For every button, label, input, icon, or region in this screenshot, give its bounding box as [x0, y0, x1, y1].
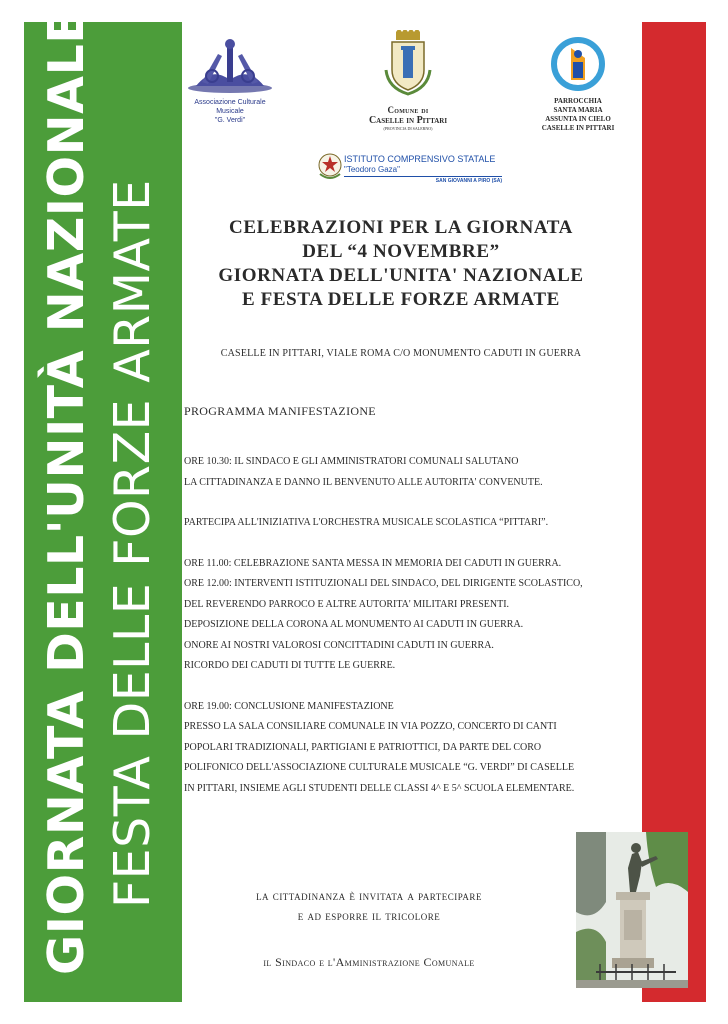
- invitation-line-1: la cittadinanza è invitata a partecipare: [256, 888, 482, 903]
- program-line: IN PITTARI, INSIEME AGLI STUDENTI DELLE CLASSI 4^ E 5^ SCUOLA ELEMENTARE.: [184, 782, 575, 794]
- school-line3: SAN GIOVANNI A PIRO (SA): [435, 178, 502, 184]
- program-line: ONORE AI NOSTRI VALOROSI CONCITTADINI CADUTI IN GUERRA.: [184, 639, 494, 651]
- comune-line2: Caselle in Pittari: [368, 115, 448, 126]
- program-line: ORE 10.30: IL SINDACO E GLI AMMINISTRATORI COMUNALI SALUTANO: [184, 456, 519, 467]
- program-line: POLIFONICO DELL'ASSOCIAZIONE CULTURALE MUSICALE “G. VERDI” DI CASELLE: [184, 762, 575, 773]
- school-divider: [344, 176, 502, 177]
- comune-line1: Comune di: [387, 105, 429, 115]
- parish-line-4: CASELLE IN PITTARI: [541, 124, 615, 132]
- program-line: PARTECIPA ALL'INIZIATIVA L'ORCHESTRA MUSICALE SCOLASTICA “PITTARI”.: [184, 517, 549, 528]
- program-spacer: [184, 534, 634, 554]
- program-spacer: [184, 493, 634, 513]
- title-line-2: DEL “4 NOVEMBRE”: [302, 241, 500, 262]
- program-heading: PROGRAMMA MANIFESTAZIONE: [184, 404, 376, 418]
- association-logo: [180, 36, 280, 125]
- title-line-3: GIORNATA DELL'UNITA' NAZIONALE: [218, 265, 584, 286]
- parish-line-3: ASSUNTA IN CIELO: [545, 115, 611, 123]
- school-line2: "Teodoro Gaza": [344, 165, 400, 174]
- side-title-national-unity: GIORNATA DELL'UNITÀ NAZIONALE: [38, 9, 95, 975]
- parish-line-2: SANTA MARIA: [553, 106, 603, 114]
- parish-logo: [530, 36, 626, 133]
- program-line: ORE 19.00: CONCLUSIONE MANIFESTAZIONE: [184, 700, 394, 712]
- school-logo: [318, 152, 502, 182]
- music-emblem-icon: [182, 36, 278, 98]
- parish-emblem-icon: [551, 36, 605, 92]
- event-location: CASELLE IN PITTARI, VIALE ROMA C/O MONUMENTO CADUTI IN GUERRA: [220, 348, 582, 359]
- program-line: ORE 12.00: INTERVENTI ISTITUZIONALI DEL SINDACO, DEL DIRIGENTE SCOLASTICO,: [184, 578, 583, 589]
- association-sub: "G. Verdi": [214, 117, 246, 124]
- program-line: DEL REVERENDO PARROCO E ALTRE AUTORITA' MILITARI PRESENTI.: [184, 598, 510, 610]
- main-title: [182, 216, 620, 312]
- coat-of-arms-icon: [382, 30, 434, 96]
- school-line1: ISTITUTO COMPRENSIVO STATALE: [344, 154, 496, 164]
- program-line: ORE 11.00: CELEBRAZIONE SANTA MESSA IN MEMORIA DEI CADUTI IN GUERRA.: [184, 557, 562, 569]
- program-line: RICORDO DEI CADUTI DI TUTTE LE GUERRE.: [184, 660, 396, 671]
- title-line-1: CELEBRAZIONI PER LA GIORNATA: [229, 217, 573, 238]
- invitation-line-2: e ad esporre il tricolore: [297, 908, 441, 923]
- program-line: PRESSO LA SALA CONSILIARE COMUNALE IN VIA POZZO, CONCERTO DI CANTI: [184, 721, 557, 732]
- comune-line3: (PROVINCIA DI SALERNO): [383, 126, 433, 131]
- program-line: POPOLARI TRADIZIONALI, PARTIGIANI E PATRIOTTICI, DA PARTE DEL CORO: [184, 741, 542, 753]
- title-line-4: E FESTA DELLE FORZE ARMATE: [242, 289, 560, 310]
- program-line: LA CITTADINANZA E DANNO IL BENVENUTO ALLE AUTORITA' CONVENUTE.: [184, 476, 543, 488]
- comune-logo: [340, 30, 476, 131]
- program-list: [184, 452, 634, 799]
- republic-emblem-icon: [318, 152, 342, 180]
- program-spacer: [184, 677, 634, 697]
- association-name: Associazione Culturale Musicale: [194, 99, 266, 115]
- signature: il Sindaco e l'Amministrazione Comunale: [263, 955, 475, 969]
- program-line: DEPOSIZIONE DELLA CORONA AL MONUMENTO AI CADUTI IN GUERRA.: [184, 619, 524, 630]
- war-memorial-photo: [576, 832, 688, 988]
- parish-line-1: PARROCCHIA: [554, 97, 602, 105]
- side-title-armed-forces: FESTA DELLE FORZE ARMATE: [104, 179, 161, 908]
- invitation: [180, 886, 558, 926]
